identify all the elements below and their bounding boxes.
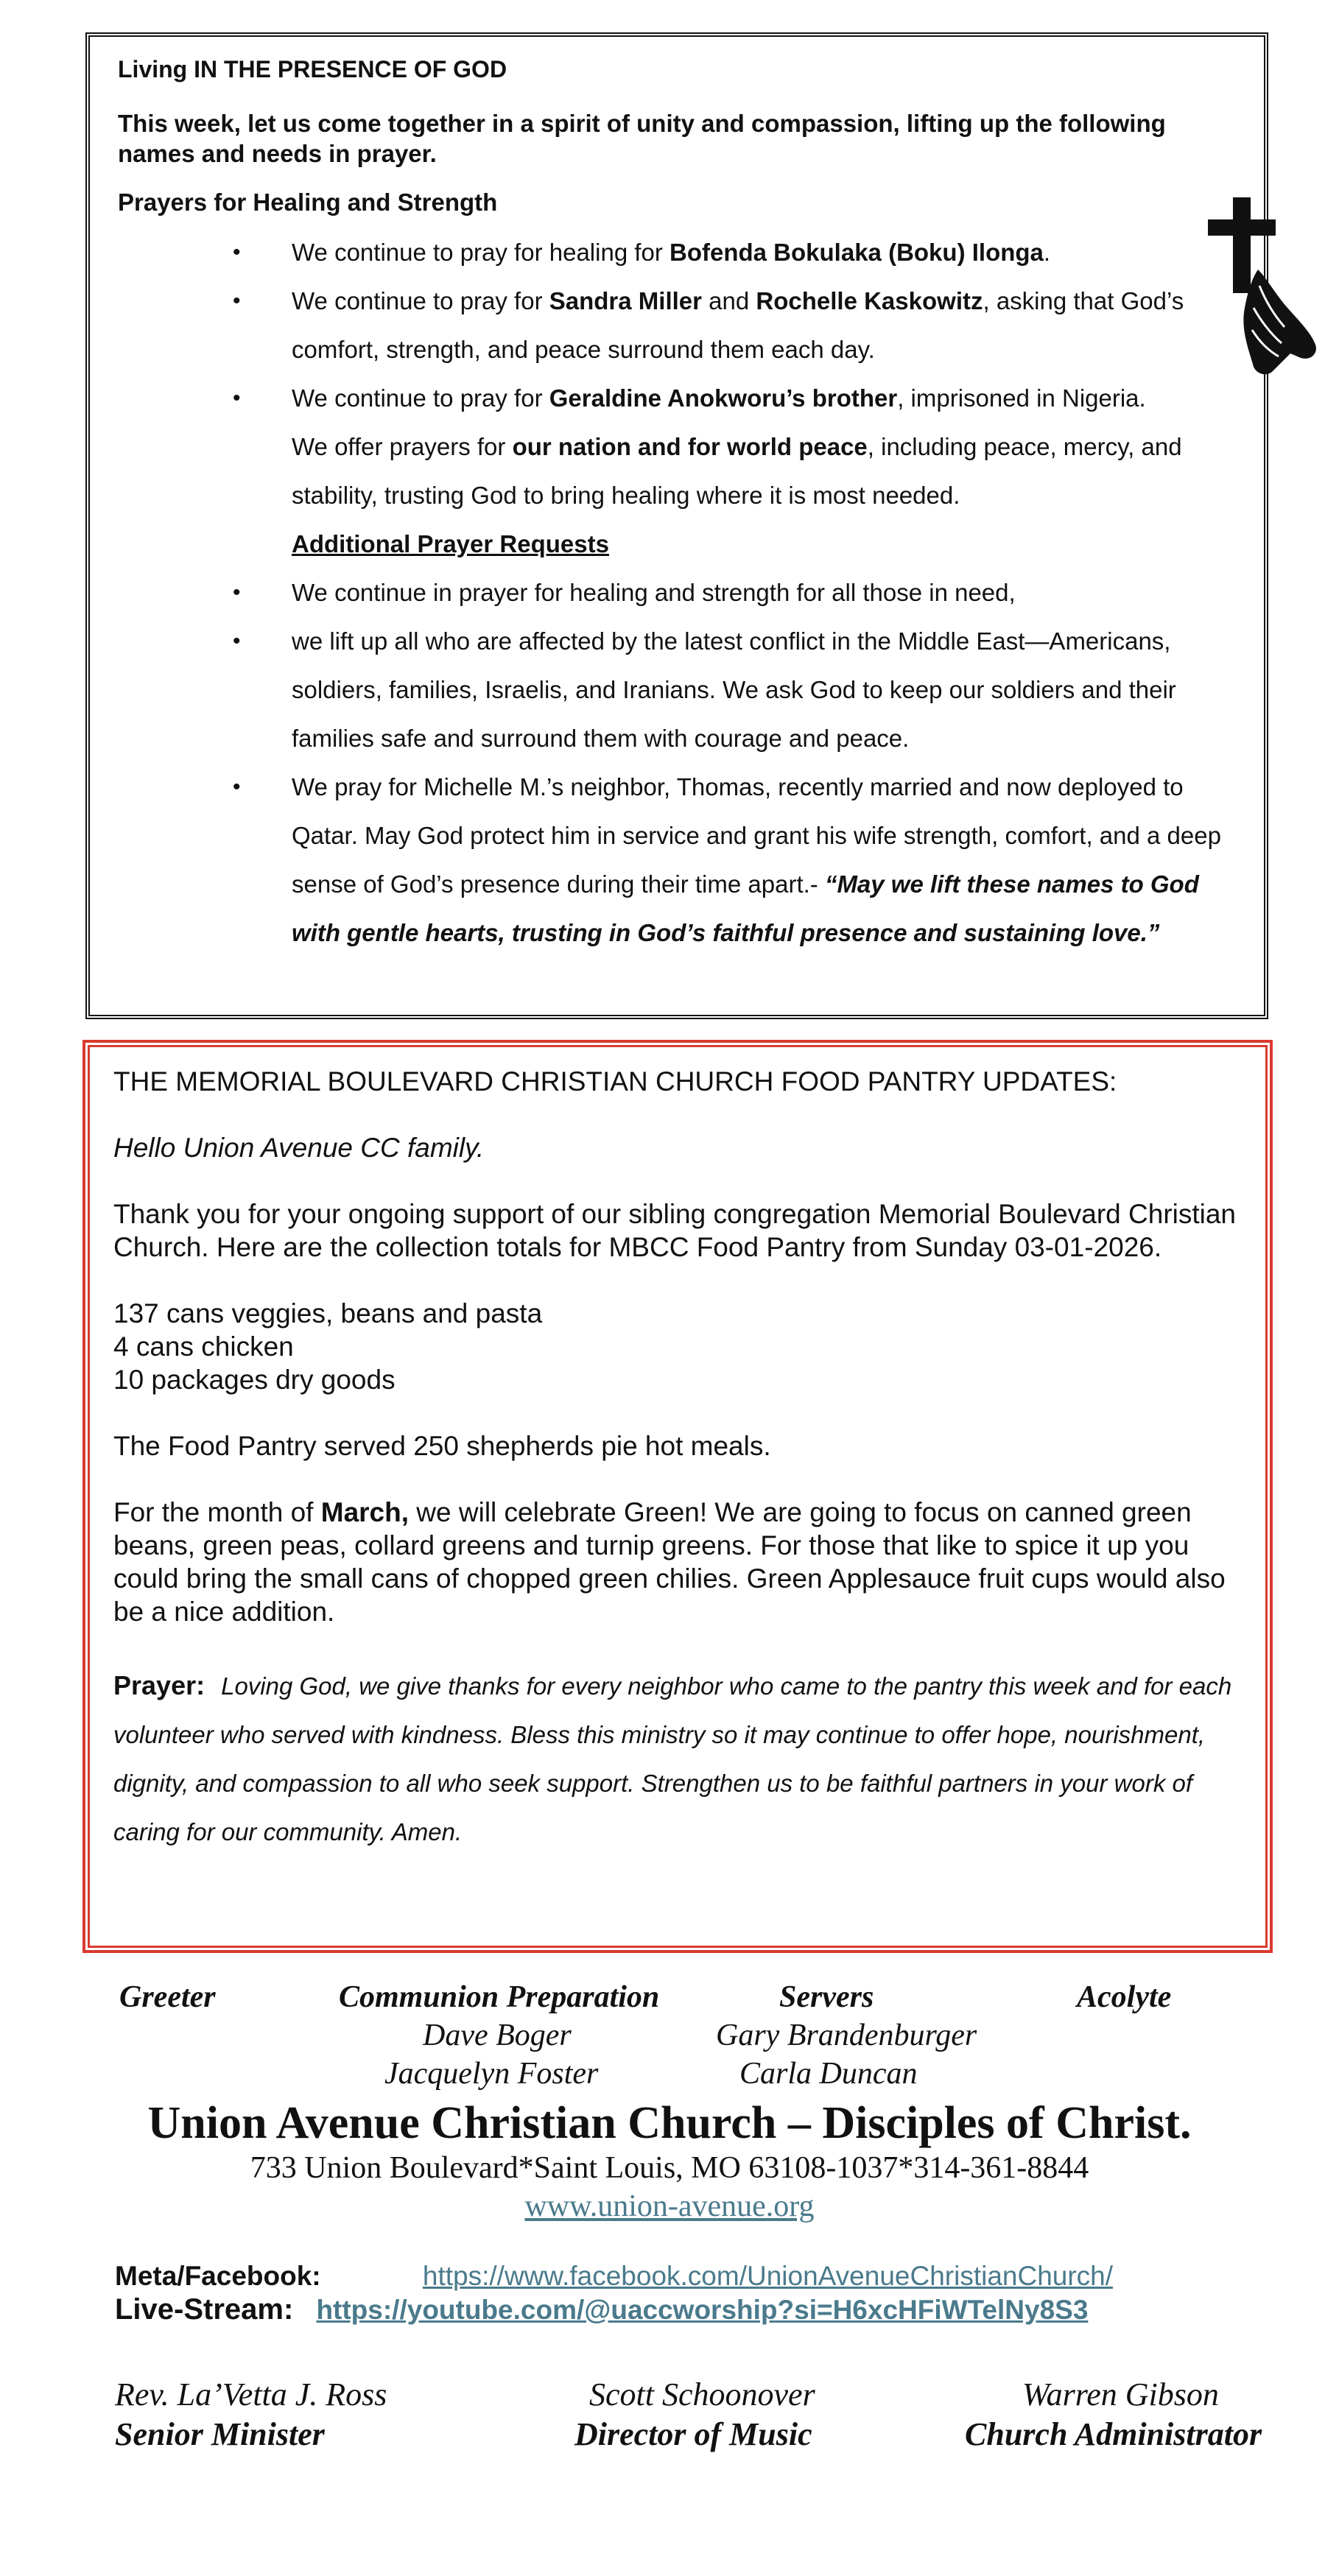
communion-name: Dave Boger [423,2019,572,2052]
pantry-totals [113,1297,1240,1396]
pantry-month-focus: For the month of March, we will celebrate Green! We are going to focus on canned green beans, green peas, collard greens and turnip greens. For those that like to spice it up you could bring the small cans of chopped green chilies. Green Applesauce fruit cups would also be a nice addition. [113,1497,1226,1627]
prayer-item: • We pray for Michelle M.’s neighbor, Thomas, recently married and now deployed to Qatar. May God protect him in service and grant his wife strength, comfort, and a deep sense of God’s presence during their time apart.- “May we lift these names to God with gentle hearts, trusting in God’s faithful presence and sustaining love.” [292,763,1237,957]
staff-title: Senior Minister [115,2416,325,2452]
prayer-item: • We continue to pray for healing for Bofenda Bokulaka (Boku) Ilonga. [292,228,1237,277]
prayer-box [85,32,1268,1019]
server-name: Carla Duncan [739,2057,918,2091]
church-name: Union Avenue Christian Church – Disciples of Christ. [147,2098,1192,2148]
pantry-prayer [113,1661,1240,1857]
church-website-link[interactable]: www.union-avenue.org [524,2189,815,2223]
prayer-closing: “May we lift these names to God with gentle hearts, trusting in God’s faithful presence and sustaining love.” [292,870,1199,946]
pantry-prayer-label: Prayer: [113,1670,205,1700]
pantry-served: The Food Pantry served 250 shepherds pie hot meals. [113,1431,771,1461]
prayer-list [118,228,1237,957]
livestream-row [115,2293,1088,2326]
prayer-heading: Living IN THE PRESENCE OF GOD [118,56,507,82]
church-address: 733 Union Boulevard*Saint Louis, MO 63108-1037*314-361-8844 [250,2151,1089,2185]
prayer-item: • We continue to pray for Geraldine Anokworu’s brother, imprisoned in Nigeria. [292,374,1237,423]
staff-title: Church Administrator [965,2416,1262,2452]
staff-name: Rev. La’Vetta J. Ross [115,2376,387,2413]
prayer-item: • We continue in prayer for healing and strength for all those in need, [292,569,1237,617]
staff-title: Director of Music [574,2416,812,2452]
pantry-total-item: 137 cans veggies, beans and pasta [113,1298,543,1329]
staff-name: Scott Schoonover [589,2376,815,2413]
church-website-row [0,2189,1339,2224]
pantry-total-item: 10 packages dry goods [113,1365,396,1395]
greeter-label: Greeter [119,1980,216,2014]
pantry-prayer-text: Loving God, we give thanks for every neighbor who came to the pantry this week and for each volunteer who served with kindness. Bless this ministry so it may continue to offer hope, nourishment, dignity, and compassion to all who seek support. Strengthen us to be faithful partners in your work of caring for our community. Amen. [113,1672,1232,1845]
server-name: Gary Brandenburger [716,2019,977,2052]
communion-name: Jacquelyn Foster [384,2057,599,2091]
acolyte-label: Acolyte [1077,1980,1172,2014]
prayer-item: • We continue to pray for Sandra Miller and Rochelle Kaskowitz, asking that God’s comfort, strength, and peace surround them each day. [292,277,1237,374]
praying-hands-cross-icon [1208,197,1318,379]
prayer-item: • we lift up all who are affected by the latest conflict in the Middle East—Americans, soldiers, families, Israelis, and Iranians. We ask God to keep our soldiers and their families safe and surround them with courage and peace. [292,617,1237,763]
servers-label: Servers [779,1980,874,2014]
livestream-link[interactable]: https://youtube.com/@uaccworship?si=H6xcHFiWTelNy8S3 [316,2295,1089,2325]
prayer-intro: This week, let us come together in a spirit of unity and compassion, lifting up the following names and needs in prayer. [118,110,1166,168]
livestream-label: Live-Stream: [115,2293,294,2326]
additional-prayer-heading: Additional Prayer Requests [292,529,609,557]
food-pantry-box [82,1040,1273,1953]
prayer-item: We offer prayers for our nation and for world peace, including peace, mercy, and stability, trusting God to bring healing where it is most needed. [292,432,1182,509]
facebook-label: Meta/Facebook: [115,2261,321,2291]
prayer-subheading: Prayers for Healing and Strength [118,188,498,216]
pantry-thanks: Thank you for your ongoing support of our sibling congregation Memorial Boulevard Christian Church. Here are the collection totals for MBCC Food Pantry from Sunday 03-01-2026. [113,1199,1237,1262]
facebook-row [115,2261,1113,2292]
pantry-greeting: Hello Union Avenue CC family. [113,1133,485,1163]
communion-label: Communion Preparation [339,1980,660,2014]
pantry-total-item: 4 cans chicken [113,1331,294,1362]
facebook-link[interactable]: https://www.facebook.com/UnionAvenueChristianChurch/ [422,2261,1114,2291]
staff-name: Warren Gibson [1022,2376,1219,2413]
pantry-title: THE MEMORIAL BOULEVARD CHRISTIAN CHURCH FOOD PANTRY UPDATES: [113,1066,1117,1097]
